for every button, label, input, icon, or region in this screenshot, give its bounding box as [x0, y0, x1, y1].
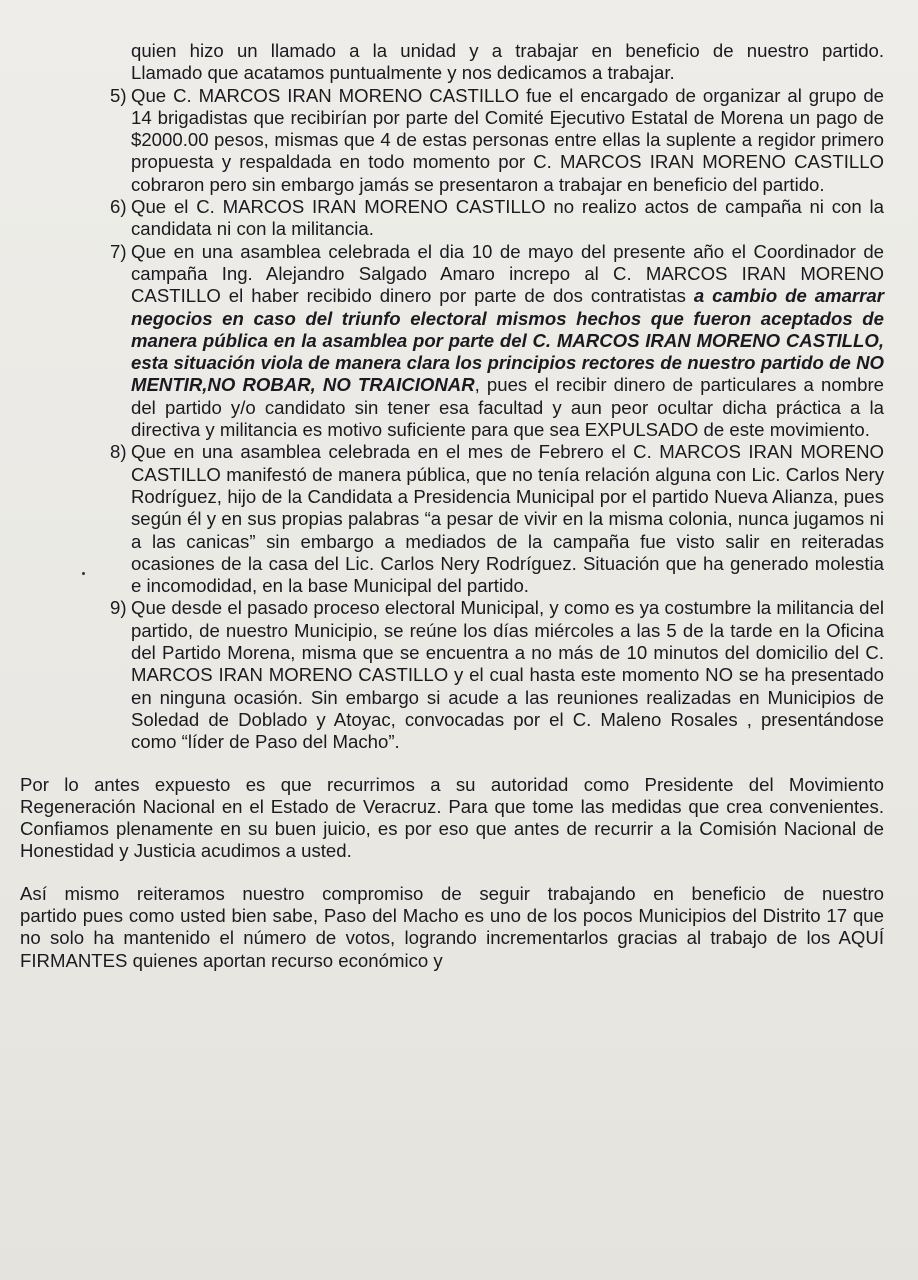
paragraph-commitment	[20, 883, 884, 972]
item-text: Que el C. MARCOS IRAN MORENO CASTILLO no realizo actos de campaña ni con la candidata ni con la militancia.	[131, 196, 884, 240]
item-text	[131, 241, 884, 442]
item-text-part-b: , pues el recibir dinero de particulares a nombre del partido y/o candidato sin tener esa facultad y aun peor ocultar dicha práctica a la directiva y militancia es motivo suficiente para que sea EXPULSADO de este movimiento.	[131, 374, 884, 441]
item-text: Que en una asamblea celebrada en el mes de Febrero el C. MARCOS IRAN MORENO CASTILLO manifestó de manera pública, que no tenía relación alguna con Lic. Carlos Nery Rodríguez, hijo de la Candidata a Presidencia Municipal por el partido Nueva Alianza, pues según él y en sus propias palabras “a pesar de vivir en la misma colonia, nunca jugamos ni a las canicas” sin embargo a mediados de la campaña fue visto salir en reiteradas ocasiones de la casa del Lic. Carlos Nery Rodríguez. Situación que ha generado molestia e incomodidad, en la base Municipal del partido.	[131, 441, 884, 597]
item-text-part-a: Que en una asamblea celebrada el dia 10 de mayo del presente año el Coordinador de campaña Ing. Alejandro Salgado Amaro increpo al C. MARCOS IRAN MORENO CASTILLO el haber recibido dinero por parte de dos contratistas	[131, 240, 884, 307]
paragraph-body: partido pues como usted bien sabe, Paso del Macho es uno de los pocos Municipios del Distrito 17 que no solo ha mantenido el número de votos, logrando incrementarlos gracias al trabajo de los AQUÍ FIRMANTES quienes aportan recurso económico y	[20, 904, 884, 971]
numbered-list	[20, 85, 884, 754]
paragraph-first-line: Así mismo reiteramos nuestro compromiso de seguir trabajando en beneficio de nuestro	[20, 882, 884, 904]
intro-line-2: Llamado que acatamos puntualmente y nos dedicamos a trabajar.	[131, 62, 675, 84]
paragraph-request	[20, 774, 884, 863]
list-item-7	[20, 241, 884, 442]
item-number: 5)	[110, 84, 127, 106]
intro-line-1: quien hizo un llamado a la unidad y a trabajar en beneficio de nuestro partido.	[131, 40, 884, 61]
item-text-emphasis: a cambio de amarrar negocios en caso del triunfo electoral mismos hechos que fueron aceptados de manera pública en la asamblea por parte del C. MARCOS IRAN MORENO CASTILLO, esta situación viola de manera clara los principios rectores de nuestro partido de NO MENTIR,NO ROBAR, NO TRAICIONAR	[131, 285, 884, 396]
list-item-5	[20, 85, 884, 196]
paragraph-body: Regeneración Nacional en el Estado de Veracruz. Para que tome las medidas que crea convenientes. Confiamos plenamente en su buen juicio, es por eso que antes de recurrir a la Comisión Nacional de Honestidad y Justicia acudimos a usted.	[20, 795, 884, 862]
item-number: 7)	[110, 240, 127, 262]
item-number: 9)	[110, 597, 127, 619]
intro-continuation	[20, 40, 884, 85]
item-number: 6)	[110, 196, 127, 218]
item-number: 8)	[110, 441, 127, 463]
list-item-9	[20, 597, 884, 753]
list-item-8	[20, 441, 884, 597]
item-text: Que desde el pasado proceso electoral Municipal, y como es ya costumbre la militancia del partido, de nuestro Municipio, se reúne los días miércoles a las 5 de la tarde en la Oficina del Partido Morena, misma que se encuentra a no más de 10 minutos del domicilio del C. MARCOS IRAN MORENO CASTILLO y el cual hasta este momento NO se ha presentado en ninguna ocasión. Sin embargo si acude a las reuniones realizadas en Municipios de Soledad de Doblado y Atoyac, convocadas por el C. Maleno Rosales , presentándose como “líder de Paso del Macho”.	[131, 597, 884, 753]
list-item-6	[20, 196, 884, 241]
stray-mark	[82, 572, 85, 575]
paragraph-first-line: Por lo antes expuesto es que recurrimos a su autoridad como Presidente del Movimiento	[20, 773, 884, 795]
item-text: Que C. MARCOS IRAN MORENO CASTILLO fue el encargado de organizar al grupo de 14 brigadistas que recibirían por parte del Comité Ejecutivo Estatal de Morena un pago de $2000.00 pesos, mismas que 4 de estas personas entre ellas la suplente a regidor primero propuesta y respaldada en todo momento por C. MARCOS IRAN MORENO CASTILLO cobraron pero sin embargo jamás se presentaron a trabajar en beneficio del partido.	[131, 84, 884, 195]
